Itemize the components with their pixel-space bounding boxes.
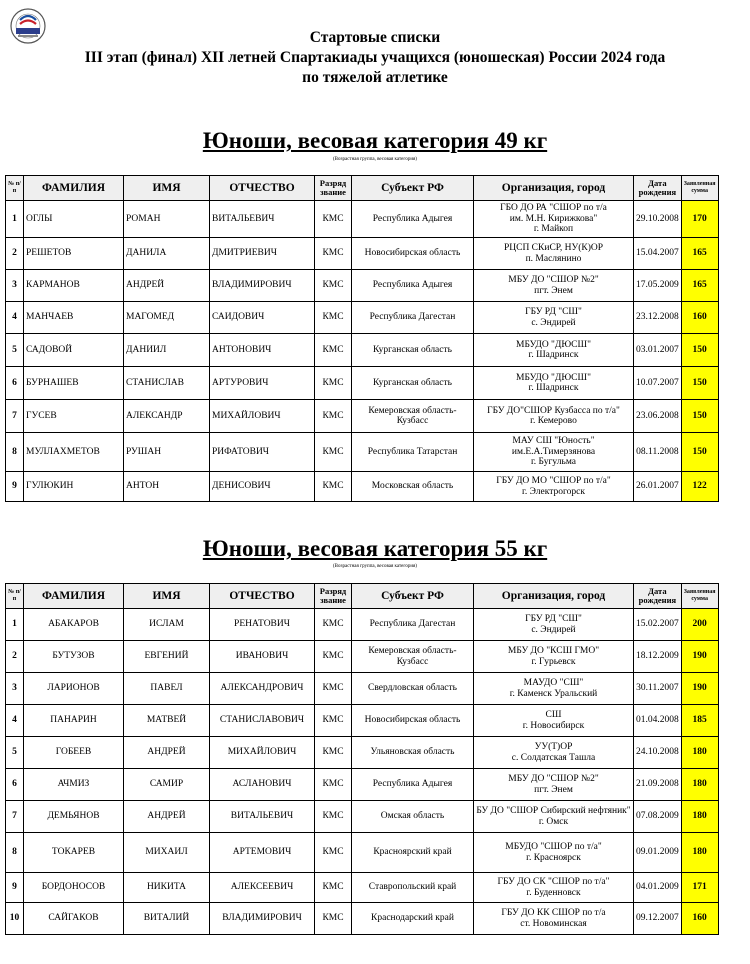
col-region-cell: Республика Адыгея: [352, 201, 474, 238]
table-header-row: [6, 584, 719, 609]
col-organization-cell: [474, 705, 634, 737]
col-surname-cell: КАРМАНОВ: [24, 270, 124, 302]
col-name-cell: МИХАИЛ: [124, 833, 210, 873]
col-rank-cell: КМС: [315, 903, 352, 935]
organization-line: пгт. Энем: [534, 285, 573, 296]
table-header-row: [6, 176, 719, 201]
col-number-cell: 8: [6, 433, 24, 472]
col-organization-header: Организация, город: [474, 584, 634, 609]
organization-line: пгт. Энем: [534, 784, 573, 795]
col-organization-cell: [474, 673, 634, 705]
col-rank-cell: КМС: [315, 609, 352, 641]
col-number-cell: 3: [6, 270, 24, 302]
col-surname-cell: АЧМИЗ: [24, 769, 124, 801]
col-rank-cell: КМС: [315, 433, 352, 472]
col-name-cell: ИСЛАМ: [124, 609, 210, 641]
col-surname-cell: САЙГАКОВ: [24, 903, 124, 935]
col-patronymic-cell: ВЛАДИМИРОВИЧ: [210, 270, 315, 302]
category-subtitle: (Возрастная группа, весовая категория): [333, 157, 417, 162]
col-rank-cell: КМС: [315, 302, 352, 334]
col-rank-cell: КМС: [315, 472, 352, 502]
table-row: [6, 433, 719, 472]
col-surname-cell: АБАКАРОВ: [24, 609, 124, 641]
col-organization-cell: [474, 609, 634, 641]
col-surname-cell: ТОКАРЕВ: [24, 833, 124, 873]
col-surname-header: ФАМИЛИЯ: [24, 176, 124, 201]
col-rank-cell: КМС: [315, 801, 352, 833]
col-date-of-birth-cell: 17.05.2009: [634, 270, 682, 302]
col-number-cell: 6: [6, 367, 24, 400]
col-rank-cell: КМС: [315, 238, 352, 270]
organization-line: им.Е.А.Тимерзянова: [511, 446, 596, 457]
col-region-cell: Республика Адыгея: [352, 769, 474, 801]
col-region-cell: Кемеровская область-Кузбасс: [352, 400, 474, 433]
col-patronymic-cell: ИВАНОВИЧ: [210, 641, 315, 673]
col-total-cell: 190: [681, 673, 718, 705]
table-row: [6, 705, 719, 737]
col-date-of-birth-cell: 24.10.2008: [634, 737, 682, 769]
col-date-of-birth-cell: 26.01.2007: [634, 472, 682, 502]
col-name-cell: МАГОМЕД: [124, 302, 210, 334]
col-region-cell: Республика Дагестан: [352, 302, 474, 334]
col-surname-cell: ЛАРИОНОВ: [24, 673, 124, 705]
col-organization-cell: [474, 903, 634, 935]
col-patronymic-header: ОТЧЕСТВО: [210, 584, 315, 609]
col-rank-cell: КМС: [315, 737, 352, 769]
col-patronymic-cell: ВЛАДИМИРОВИЧ: [210, 903, 315, 935]
table-row: [6, 334, 719, 367]
col-name-cell: РУШАН: [124, 433, 210, 472]
col-region-cell: Свердловская область: [352, 673, 474, 705]
col-total-cell: 171: [681, 873, 718, 903]
col-date-of-birth-cell: 10.07.2007: [634, 367, 682, 400]
col-rank-cell: КМС: [315, 334, 352, 367]
col-patronymic-cell: ДМИТРИЕВИЧ: [210, 238, 315, 270]
organization-line: ГБО ДО РА "СШОР по т/а: [500, 203, 607, 214]
col-surname-cell: ОГЛЫ: [24, 201, 124, 238]
col-organization-cell: [474, 737, 634, 769]
col-name-cell: АНДРЕЙ: [124, 270, 210, 302]
organization-line: МБУДО "ДЮСШ": [516, 372, 591, 383]
col-patronymic-cell: РИФАТОВИЧ: [210, 433, 315, 472]
col-number-cell: 5: [6, 334, 24, 367]
col-total-cell: 170: [681, 201, 718, 238]
col-date-of-birth-cell: 18.12.2009: [634, 641, 682, 673]
col-total-cell: 160: [681, 302, 718, 334]
col-total-header: Заявленная сумма: [681, 176, 718, 201]
col-number-cell: 5: [6, 737, 24, 769]
table-row: [6, 201, 719, 238]
col-organization-cell: [474, 433, 634, 472]
col-surname-cell: САДОВОЙ: [24, 334, 124, 367]
col-name-cell: СТАНИСЛАВ: [124, 367, 210, 400]
table-row: [6, 641, 719, 673]
col-organization-cell: [474, 302, 634, 334]
col-name-cell: ДАНИЛА: [124, 238, 210, 270]
category-title: Юноши, весовая категория 49 кг: [202, 128, 548, 153]
col-surname-cell: РЕШЕТОВ: [24, 238, 124, 270]
start-list-table-49kg: [5, 175, 719, 502]
col-date-of-birth-cell: 01.04.2008: [634, 705, 682, 737]
col-date-of-birth-cell: 15.04.2007: [634, 238, 682, 270]
col-date-of-birth-cell: 29.10.2008: [634, 201, 682, 238]
col-region-cell: Республика Татарстан: [352, 433, 474, 472]
col-name-header: ИМЯ: [124, 176, 210, 201]
col-organization-cell: [474, 472, 634, 502]
col-surname-cell: ГУЛЮКИН: [24, 472, 124, 502]
organization-line: ГБУ ДО КК СШОР по т/а: [501, 908, 606, 918]
col-surname-cell: ДЕМЬЯНОВ: [24, 801, 124, 833]
col-rank-cell: КМС: [315, 769, 352, 801]
col-total-cell: 180: [681, 801, 718, 833]
table-row: [6, 833, 719, 873]
table-row: [6, 400, 719, 433]
header-line-2: III этап (финал) XII летней Спартакиады учащихся (юношеская) России 2024 года: [84, 49, 666, 66]
col-patronymic-cell: АРТУРОВИЧ: [210, 367, 315, 400]
organization-line: с. Эндирей: [531, 317, 576, 328]
col-region-cell: Курганская область: [352, 334, 474, 367]
col-name-cell: МАТВЕЙ: [124, 705, 210, 737]
col-region-cell: Красноярский край: [352, 833, 474, 873]
table-row: [6, 903, 719, 935]
col-region-cell: Ульяновская область: [352, 737, 474, 769]
col-organization-cell: [474, 641, 634, 673]
organization-line: г. Шадринск: [528, 383, 579, 393]
col-name-cell: АНДРЕЙ: [124, 801, 210, 833]
col-total-cell: 160: [681, 903, 718, 935]
organization-line: МАУ СШ "Юность": [512, 436, 595, 447]
table-row: [6, 801, 719, 833]
col-date-of-birth-cell: 09.01.2009: [634, 833, 682, 873]
organization-line: г. Электрогорск: [522, 486, 585, 497]
col-region-cell: Московская область: [352, 472, 474, 502]
col-patronymic-cell: АРТЕМОВИЧ: [210, 833, 315, 873]
table-row: [6, 238, 719, 270]
category-subtitle: (Возрастная группа, весовая категория): [333, 564, 417, 569]
col-surname-cell: БОРДОНОСОВ: [24, 873, 124, 903]
table-row: [6, 302, 719, 334]
col-surname-cell: ГОБЕЕВ: [24, 737, 124, 769]
col-patronymic-cell: МИХАЙЛОВИЧ: [210, 737, 315, 769]
col-surname-cell: МАНЧАЕВ: [24, 302, 124, 334]
organization-line: г. Майкоп: [533, 224, 574, 235]
col-region-cell: Кемеровская область-Кузбасс: [352, 641, 474, 673]
col-organization-cell: [474, 201, 634, 238]
col-surname-cell: БУРНАШЕВ: [24, 367, 124, 400]
organization-line: МАУДО "СШ": [523, 678, 584, 688]
col-number-header: № п/п: [6, 176, 24, 201]
col-name-cell: АЛЕКСАНДР: [124, 400, 210, 433]
col-organization-cell: [474, 833, 634, 873]
col-organization-cell: [474, 769, 634, 801]
col-number-cell: 10: [6, 903, 24, 935]
col-organization-cell: [474, 238, 634, 270]
organization-line: г. Бугульма: [530, 457, 576, 468]
col-surname-header: ФАМИЛИЯ: [24, 584, 124, 609]
col-name-cell: ПАВЕЛ: [124, 673, 210, 705]
organization-line: ГБУ РД "СШ": [525, 614, 582, 624]
col-total-cell: 180: [681, 769, 718, 801]
table-row: [6, 609, 719, 641]
col-number-cell: 7: [6, 801, 24, 833]
organization-line: БУ ДО "СШОР Сибирский нефтяник": [476, 806, 631, 816]
col-total-cell: 165: [681, 238, 718, 270]
col-patronymic-header: ОТЧЕСТВО: [210, 176, 315, 201]
col-total-cell: 150: [681, 400, 718, 433]
col-rank-cell: КМС: [315, 367, 352, 400]
col-rank-cell: КМС: [315, 641, 352, 673]
organization-line: г. Каменск Уральский: [509, 688, 598, 699]
col-date-of-birth-cell: 03.01.2007: [634, 334, 682, 367]
col-patronymic-cell: ДЕНИСОВИЧ: [210, 472, 315, 502]
organization-line: г. Шадринск: [528, 350, 579, 360]
organization-line: МБУ ДО "КСШ ГМО": [507, 646, 600, 656]
organization-line: п. Маслянино: [525, 253, 582, 264]
col-patronymic-cell: АСЛАНОВИЧ: [210, 769, 315, 801]
col-rank-header: Разряд звание: [315, 584, 352, 609]
col-date-of-birth-cell: 30.11.2007: [634, 673, 682, 705]
col-surname-cell: БУТУЗОВ: [24, 641, 124, 673]
col-total-cell: 122: [681, 472, 718, 502]
organization-line: ГБУ ДО"СШОР Кузбасса по т/а": [487, 405, 620, 416]
col-organization-cell: [474, 367, 634, 400]
col-patronymic-cell: АНТОНОВИЧ: [210, 334, 315, 367]
organization-line: с. Солдатская Ташла: [511, 752, 596, 763]
table-row: [6, 737, 719, 769]
col-patronymic-cell: СТАНИСЛАВОВИЧ: [210, 705, 315, 737]
col-rank-cell: КМС: [315, 400, 352, 433]
col-organization-cell: [474, 873, 634, 903]
organization-line: МБУДО "СШОР по т/а": [505, 842, 602, 852]
col-date-of-birth-cell: 04.01.2009: [634, 873, 682, 903]
col-region-cell: Ставропольский край: [352, 873, 474, 903]
col-region-cell: Новосибирская область: [352, 238, 474, 270]
col-date-of-birth-cell: 21.09.2008: [634, 769, 682, 801]
col-date-of-birth-cell: 09.12.2007: [634, 903, 682, 935]
col-total-cell: 185: [681, 705, 718, 737]
col-rank-cell: КМС: [315, 705, 352, 737]
col-name-cell: АНДРЕЙ: [124, 737, 210, 769]
col-rank-cell: КМС: [315, 833, 352, 873]
organization-line: г. Кемерово: [530, 416, 577, 426]
col-name-cell: ВИТАЛИЙ: [124, 903, 210, 935]
col-region-cell: Омская область: [352, 801, 474, 833]
col-date-of-birth-cell: 23.12.2008: [634, 302, 682, 334]
organization-line: МБУ ДО "СШОР №2": [508, 275, 599, 285]
col-rank-cell: КМС: [315, 873, 352, 903]
col-number-cell: 7: [6, 400, 24, 433]
col-total-cell: 165: [681, 270, 718, 302]
col-organization-header: Организация, город: [474, 176, 634, 201]
col-total-cell: 150: [681, 433, 718, 472]
col-region-header: Субъект РФ: [352, 584, 474, 609]
col-total-header: Заявленная сумма: [681, 584, 718, 609]
organization-line: ст. Новоминская: [520, 918, 587, 929]
col-patronymic-cell: АЛЕКСЕЕВИЧ: [210, 873, 315, 903]
col-patronymic-cell: САИДОВИЧ: [210, 302, 315, 334]
col-date-of-birth-header: Дата рождения: [634, 176, 682, 201]
table-row: [6, 873, 719, 903]
start-list-table-55kg: [5, 583, 719, 935]
col-patronymic-cell: ВИТАЛЬЕВИЧ: [210, 201, 315, 238]
table-row: [6, 472, 719, 502]
col-region-header: Субъект РФ: [352, 176, 474, 201]
col-surname-cell: ГУСЕВ: [24, 400, 124, 433]
col-number-cell: 9: [6, 472, 24, 502]
table-row: [6, 367, 719, 400]
organization-line: с. Эндирей: [531, 624, 576, 635]
organization-line: им. М.Н. Кирижкова": [509, 213, 598, 224]
col-date-of-birth-cell: 23.06.2008: [634, 400, 682, 433]
col-surname-cell: МУЛЛАХМЕТОВ: [24, 433, 124, 472]
col-number-cell: 4: [6, 705, 24, 737]
col-surname-cell: ПАНАРИН: [24, 705, 124, 737]
col-name-cell: РОМАН: [124, 201, 210, 238]
organization-line: г. Красноярск: [526, 852, 581, 863]
organization-line: УУ(Т)ОР: [534, 742, 573, 752]
col-total-cell: 150: [681, 367, 718, 400]
organization-line: МБУ ДО "СШОР №2": [508, 774, 599, 784]
col-patronymic-cell: МИХАЙЛОВИЧ: [210, 400, 315, 433]
table-row: [6, 270, 719, 302]
col-organization-cell: [474, 801, 634, 833]
col-rank-header: Разряд звание: [315, 176, 352, 201]
col-region-cell: Республика Дагестан: [352, 609, 474, 641]
col-organization-cell: [474, 400, 634, 433]
col-patronymic-cell: АЛЕКСАНДРОВИЧ: [210, 673, 315, 705]
organization-line: г. Буденновск: [526, 887, 581, 898]
col-name-header: ИМЯ: [124, 584, 210, 609]
col-name-cell: АНТОН: [124, 472, 210, 502]
col-organization-cell: [474, 270, 634, 302]
col-number-cell: 2: [6, 641, 24, 673]
col-organization-cell: [474, 334, 634, 367]
organization-line: г. Новосибирск: [522, 720, 585, 731]
col-number-cell: 8: [6, 833, 24, 873]
col-name-cell: ЕВГЕНИЙ: [124, 641, 210, 673]
col-date-of-birth-cell: 15.02.2007: [634, 609, 682, 641]
col-region-cell: Новосибирская область: [352, 705, 474, 737]
col-rank-cell: КМС: [315, 673, 352, 705]
col-total-cell: 150: [681, 334, 718, 367]
table-row: [6, 769, 719, 801]
table-row: [6, 673, 719, 705]
col-rank-cell: КМС: [315, 201, 352, 238]
col-number-header: № п/п: [6, 584, 24, 609]
col-total-cell: 190: [681, 641, 718, 673]
header-line-1: Стартовые списки: [309, 29, 441, 46]
col-region-cell: Республика Адыгея: [352, 270, 474, 302]
col-number-cell: 9: [6, 873, 24, 903]
col-total-cell: 180: [681, 737, 718, 769]
col-name-cell: НИКИТА: [124, 873, 210, 903]
col-total-cell: 180: [681, 833, 718, 873]
category-title: Юноши, весовая категория 55 кг: [202, 536, 548, 561]
col-number-cell: 2: [6, 238, 24, 270]
col-number-cell: 1: [6, 609, 24, 641]
col-date-of-birth-cell: 07.08.2009: [634, 801, 682, 833]
header-line-3: по тяжелой атлетике: [302, 69, 448, 86]
col-patronymic-cell: ВИТАЛЬЕВИЧ: [210, 801, 315, 833]
col-number-cell: 1: [6, 201, 24, 238]
organization-line: СШ: [545, 710, 562, 720]
col-region-cell: Курганская область: [352, 367, 474, 400]
col-name-cell: ДАНИИЛ: [124, 334, 210, 367]
col-name-cell: САМИР: [124, 769, 210, 801]
col-number-cell: 4: [6, 302, 24, 334]
col-number-cell: 3: [6, 673, 24, 705]
organization-line: ГБУ ДО СК "СШОР по т/а": [497, 877, 610, 887]
organization-line: г. Омск: [538, 816, 569, 827]
organization-line: РЦСП СКиСР, НУ(К)ОР: [503, 243, 604, 253]
col-rank-cell: КМС: [315, 270, 352, 302]
organization-line: ГБУ РД "СШ": [525, 307, 582, 317]
col-region-cell: Краснодарский край: [352, 903, 474, 935]
col-patronymic-cell: РЕНАТОВИЧ: [210, 609, 315, 641]
col-date-of-birth-header: Дата рождения: [634, 584, 682, 609]
col-total-cell: 200: [681, 609, 718, 641]
col-number-cell: 6: [6, 769, 24, 801]
col-date-of-birth-cell: 08.11.2008: [634, 433, 682, 472]
organization-line: г. Гурьевск: [531, 656, 576, 667]
organization-line: ГБУ ДО МО "СШОР по т/а": [496, 476, 611, 486]
organization-line: МБУДО "ДЮСШ": [516, 339, 591, 350]
document-header: [0, 28, 750, 88]
